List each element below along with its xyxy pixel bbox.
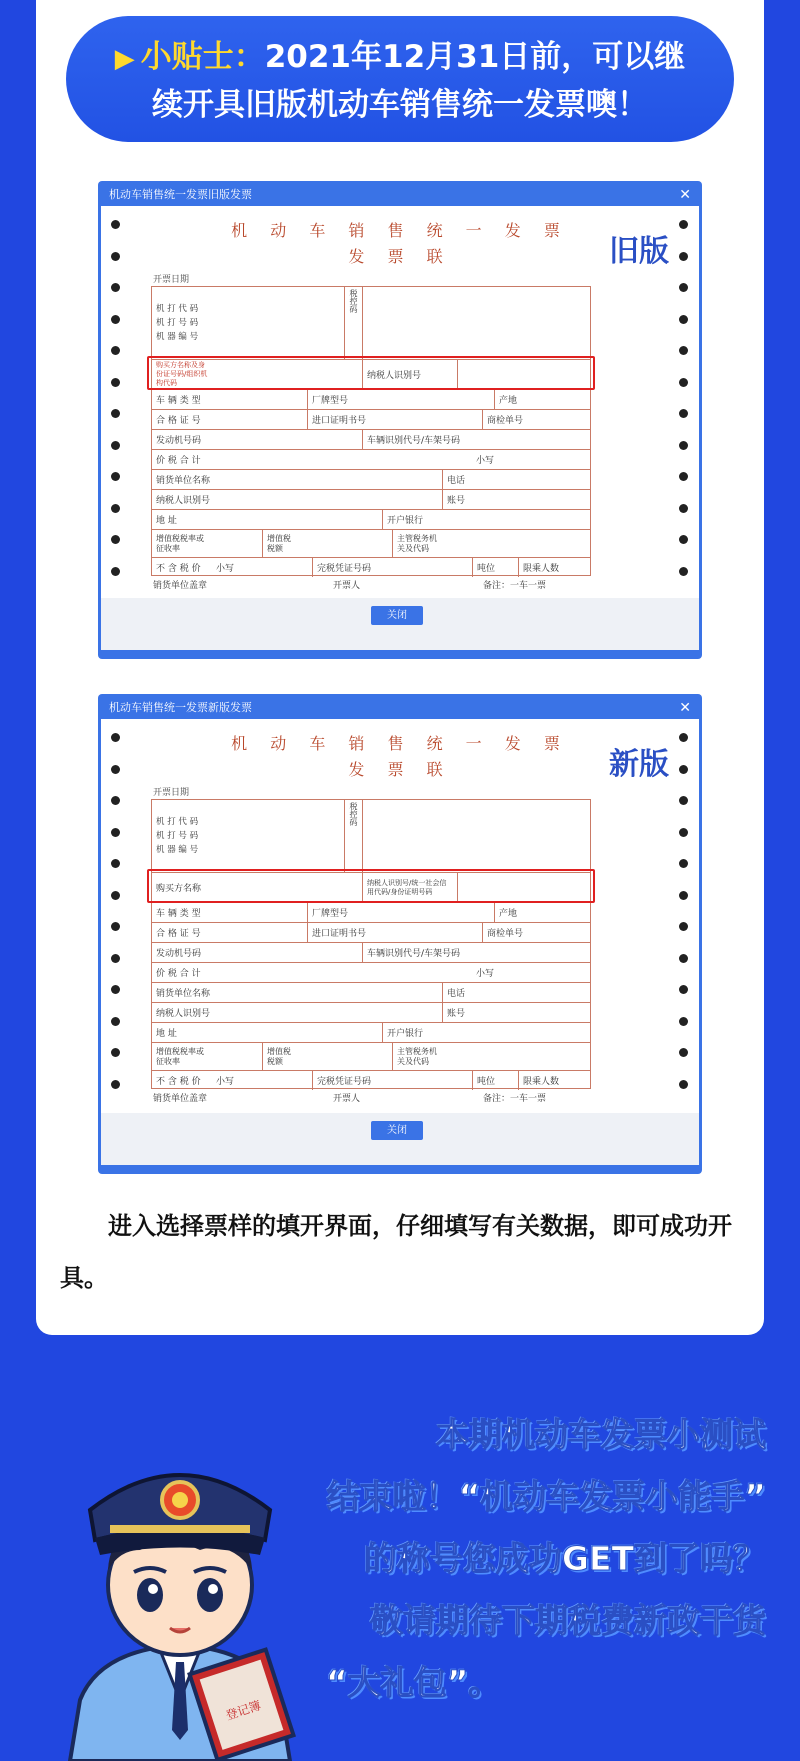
dialog-footer xyxy=(101,1113,699,1165)
invoice-title: 机 动 车 销 售 统 一 发 票 xyxy=(231,734,569,753)
invoice-title: 机 动 车 销 售 统 一 发 票 xyxy=(231,221,569,240)
version-tag-old: 旧版 xyxy=(609,234,669,269)
origin-label: 产地 xyxy=(494,903,520,922)
machine-number-label: 机 打 号 码 xyxy=(156,318,199,328)
vat-rate-label: 增值税税率或征收率 xyxy=(156,533,204,553)
book-label: 登记簿 xyxy=(224,1698,263,1723)
machine-code-label: 机 打 代 码 xyxy=(156,817,199,827)
seller-name-label: 销货单位名称 xyxy=(156,476,211,486)
tax-control-label: 税控码 xyxy=(344,800,362,872)
invoice-grid xyxy=(151,286,591,576)
tonnage-label: 吨位 xyxy=(472,1071,496,1090)
tonnage-label: 吨位 xyxy=(472,558,496,577)
note-label: 备注：一车一票 xyxy=(483,1094,547,1104)
old-invoice-dialog xyxy=(98,181,702,659)
small-caps-label: 小写 xyxy=(476,969,495,979)
buyer-taxid-label: 纳税人识别号 xyxy=(362,360,457,389)
version-tag-new: 新版 xyxy=(609,747,669,782)
note-label: 备注：一车一票 xyxy=(483,581,547,591)
bank-label: 开户银行 xyxy=(382,510,422,529)
tax-authority-label: 主管税务机关及代码 xyxy=(392,1043,442,1070)
phone-label: 电话 xyxy=(442,983,466,1002)
tip-label: 小贴士： xyxy=(140,39,265,75)
seller-taxid-label: 纳税人识别号 xyxy=(156,496,211,506)
tractor-holes-left xyxy=(111,733,121,1111)
tractor-holes-right xyxy=(679,733,689,1111)
total-price-label: 价 税 合 计 xyxy=(156,969,201,979)
duty-paid-label: 完税凭证号码 xyxy=(312,558,364,577)
close-button[interactable]: 关闭 xyxy=(371,1121,423,1140)
buyer-highlight-box xyxy=(147,356,595,390)
origin-label: 产地 xyxy=(494,390,520,409)
machine-row xyxy=(152,287,590,359)
account-label: 账号 xyxy=(442,490,466,509)
tax-authority-label: 主管税务机关及代码 xyxy=(392,530,442,557)
brand-model-label: 厂牌型号 xyxy=(307,903,347,922)
invoice-grid xyxy=(151,799,591,1089)
vin-label: 车辆识别代号/车架号码 xyxy=(362,943,452,962)
pre-tax-label: 不 含 税 价 xyxy=(156,564,201,574)
tip-line-1 xyxy=(66,34,734,82)
close-icon[interactable]: ✕ xyxy=(679,187,691,203)
import-cert-label: 进口证明书号 xyxy=(307,410,359,429)
seller-seal-label: 销货单位盖章 xyxy=(153,1094,208,1104)
machine-serial-label: 机 器 编 号 xyxy=(156,845,199,855)
vin-label: 车辆识别代号/车架号码 xyxy=(362,430,452,449)
dialog-title: 机动车销售统一发票旧版发票 xyxy=(109,188,252,201)
closing-line-3: 的称号您成功GET到了吗？ xyxy=(363,1539,766,1578)
small-label: 小写 xyxy=(216,564,235,574)
engine-no-label: 发动机号码 xyxy=(156,436,202,446)
phone-label: 电话 xyxy=(442,470,466,489)
vat-rate-label: 增值税税率或征收率 xyxy=(156,1046,204,1066)
close-icon[interactable]: ✕ xyxy=(679,700,691,716)
brand-model-label: 厂牌型号 xyxy=(307,390,347,409)
cert-no-label: 合 格 证 号 xyxy=(156,416,201,426)
tractor-holes-left xyxy=(111,220,121,598)
issuer-label: 开票人 xyxy=(333,581,361,591)
machine-number-label: 机 打 号 码 xyxy=(156,831,199,841)
seller-name-label: 销货单位名称 xyxy=(156,989,211,999)
inspection-no-label: 商检单号 xyxy=(482,410,520,429)
close-button[interactable]: 关闭 xyxy=(371,606,423,625)
tip-text-1: 2021年12月31日前，可以继 xyxy=(264,39,686,75)
address-label: 地 址 xyxy=(156,516,177,526)
account-label: 账号 xyxy=(442,1003,466,1022)
closing-line-5: “大礼包”。 xyxy=(326,1663,502,1702)
dialog-titlebar xyxy=(101,697,699,719)
tip-banner xyxy=(66,16,734,142)
dialog-titlebar xyxy=(101,184,699,206)
address-label: 地 址 xyxy=(156,1029,177,1039)
dialog-footer xyxy=(101,598,699,650)
duty-paid-label: 完税凭证号码 xyxy=(312,1071,364,1090)
cert-no-label: 合 格 证 号 xyxy=(156,929,201,939)
passengers-label: 限乘人数 xyxy=(518,1071,558,1090)
triangle-icon: ▶ xyxy=(114,44,135,74)
vat-amount-label: 增值税税额 xyxy=(262,1043,302,1070)
pre-tax-label: 不 含 税 价 xyxy=(156,1077,201,1087)
buyer-label: 购买方名称 xyxy=(156,884,202,894)
vat-amount-label: 增值税税额 xyxy=(262,530,302,557)
closing-message xyxy=(306,1404,766,1714)
invoice-preview xyxy=(101,206,699,598)
tip-line-2: 续开具旧版机动车销售统一发票噢！ xyxy=(152,87,648,123)
issue-date-label: 开票日期 xyxy=(153,275,190,285)
dialog-title: 机动车销售统一发票新版发票 xyxy=(109,701,252,714)
invoice-subtitle: 发 票 联 xyxy=(348,247,452,266)
tax-control-label: 税控码 xyxy=(344,287,362,359)
closing-line-2: 结束啦！“机动车发票小能手” xyxy=(326,1477,766,1516)
passengers-label: 限乘人数 xyxy=(518,558,558,577)
machine-serial-label: 机 器 编 号 xyxy=(156,332,199,342)
tractor-holes-right xyxy=(679,220,689,598)
vehicle-type-label: 车 辆 类 型 xyxy=(156,909,201,919)
tax-officer-illustration xyxy=(40,1400,320,1761)
issue-date-label: 开票日期 xyxy=(153,788,190,798)
bank-label: 开户银行 xyxy=(382,1023,422,1042)
total-price-label: 价 税 合 计 xyxy=(156,456,201,466)
buyer-highlight-box xyxy=(147,869,595,903)
machine-code-label: 机 打 代 码 xyxy=(156,304,199,314)
buyer-taxid-label: 纳税人识别号/统一社会信用代码/身份证明号码 xyxy=(362,873,457,902)
invoice-subtitle: 发 票 联 xyxy=(348,760,452,779)
new-invoice-dialog xyxy=(98,694,702,1174)
buyer-label: 购买方名称及身份证号码/组织机构代码 xyxy=(156,361,208,387)
small-caps-label: 小写 xyxy=(476,456,495,466)
seller-taxid-label: 纳税人识别号 xyxy=(156,1009,211,1019)
inspection-no-label: 商检单号 xyxy=(482,923,520,942)
issuer-label: 开票人 xyxy=(333,1094,361,1104)
seller-seal-label: 销货单位盖章 xyxy=(153,581,208,591)
invoice-preview xyxy=(101,719,699,1113)
import-cert-label: 进口证明书号 xyxy=(307,923,359,942)
instruction-caption: 进入选择票样的填开界面，仔细填写有关数据，即可成功开具。 xyxy=(60,1212,732,1292)
engine-no-label: 发动机号码 xyxy=(156,949,202,959)
closing-line-1: 本期机动车发票小测试 xyxy=(436,1415,766,1454)
vehicle-type-label: 车 辆 类 型 xyxy=(156,396,201,406)
small-label: 小写 xyxy=(216,1077,235,1087)
closing-line-4: 敬请期待下期税费新政干货 xyxy=(370,1601,766,1640)
